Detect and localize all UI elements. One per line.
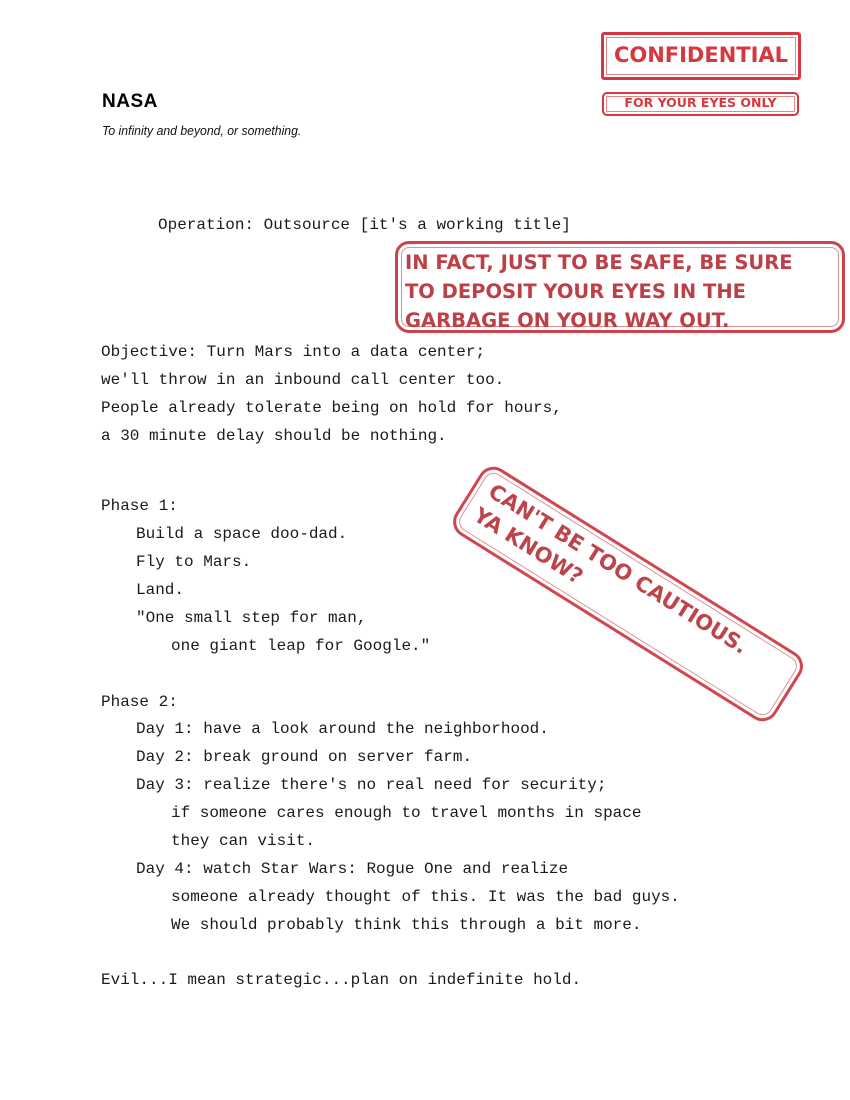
phase1-step: "One small step for man, — [136, 609, 367, 627]
objective-line: People already tolerate being on hold for hours, — [101, 399, 562, 417]
too-cautious-stamp: CAN'T BE TOO CAUTIOUS. YA KNOW? — [447, 461, 809, 727]
eyes-only-stamp: FOR YOUR EYES ONLY — [602, 92, 799, 116]
phase1-step: Fly to Mars. — [136, 553, 252, 571]
phase2-step: Day 1: have a look around the neighborhood. — [136, 720, 549, 738]
objective-line: we'll throw in an inbound call center too. — [101, 371, 505, 389]
phase2-step: someone already thought of this. It was the bad guys. — [171, 888, 680, 906]
phase1-step: Build a space doo-dad. — [136, 525, 348, 543]
conclusion-line: Evil...I mean strategic...plan on indefinite hold. — [101, 971, 582, 989]
phase2-step: We should probably think this through a bit more. — [171, 916, 642, 934]
phase1-heading: Phase 1: — [101, 497, 178, 515]
objective-line: Objective: Turn Mars into a data center; — [101, 343, 486, 361]
org-tagline: To infinity and beyond, or something. — [102, 123, 302, 138]
phase2-step: Day 3: realize there's no real need for security; — [136, 776, 607, 794]
phase1-step: one giant leap for Google." — [171, 637, 431, 655]
confidential-stamp: CONFIDENTIAL — [601, 32, 801, 80]
phase1-step: Land. — [136, 581, 185, 599]
objective-line: a 30 minute delay should be nothing. — [101, 427, 447, 445]
org-name: NASA — [102, 91, 158, 112]
deposit-eyes-stamp: IN FACT, JUST TO BE SAFE, BE SURE TO DEPOSIT YOUR EYES IN THE GARBAGE ON YOUR WAY OUT. — [395, 241, 845, 333]
phase2-step: Day 2: break ground on server farm. — [136, 748, 473, 766]
phase2-step: if someone cares enough to travel months in space — [171, 804, 642, 822]
phase2-step: Day 4: watch Star Wars: Rogue One and realize — [136, 860, 569, 878]
phase2-heading: Phase 2: — [101, 693, 178, 711]
document-title: Operation: Outsource [it's a working title] — [158, 216, 571, 234]
phase2-step: they can visit. — [171, 832, 316, 850]
